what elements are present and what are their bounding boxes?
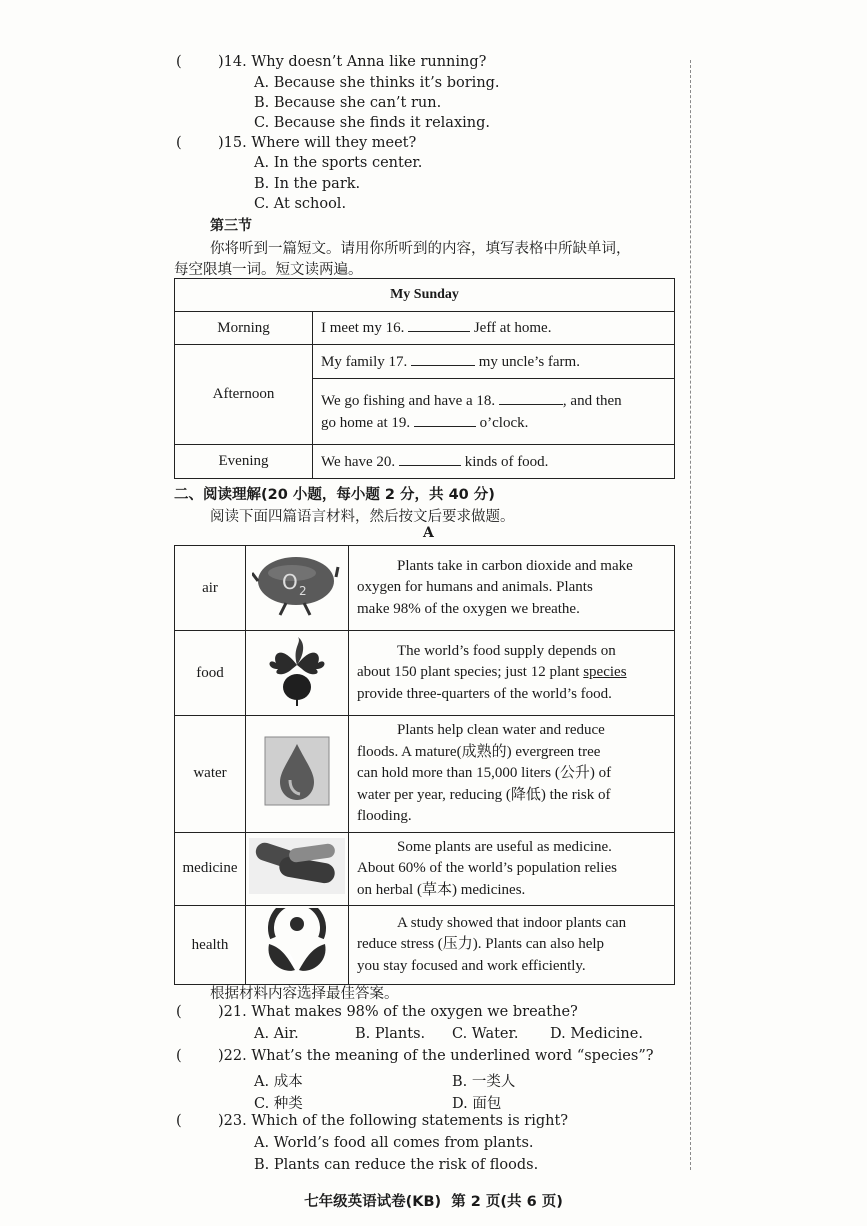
q22-option-b: B. 一类人 xyxy=(452,1074,516,1090)
row-category: medicine xyxy=(175,832,246,906)
afternoon2-text-pre: We go fishing and have a 18. xyxy=(321,392,496,409)
my-sunday-table xyxy=(174,278,675,479)
blank-16[interactable] xyxy=(408,319,470,332)
afternoon-cell-2 xyxy=(313,379,675,445)
afternoon2-line2-pre: go home at 19. xyxy=(321,414,411,431)
question-14-stem: )14. Why doesn’t Anna like running? xyxy=(218,54,487,70)
row-text xyxy=(349,546,675,631)
row-line: reduce stress (压力). Plants can also help xyxy=(357,936,605,953)
svg-text:2: 2 xyxy=(299,583,307,598)
section-3-instruction-2: 每空限填一词。短文读两遍。 xyxy=(174,262,363,278)
table-row xyxy=(175,631,675,716)
morning-text-pre: I meet my 16. xyxy=(321,320,405,336)
table-row xyxy=(175,906,675,985)
row-text xyxy=(349,716,675,833)
evening-text-pre: We have 20. xyxy=(321,453,396,470)
answer-paren-23[interactable]: ( xyxy=(176,1113,182,1129)
q21-option-d: D. Medicine. xyxy=(550,1026,643,1042)
row-line: can hold more than 15,000 liters (公升) of xyxy=(357,765,612,781)
q23-option-a: A. World’s food all comes from plants. xyxy=(254,1135,534,1151)
row-line: you stay focused and work efficiently. xyxy=(357,957,586,974)
q21-option-a: A. Air. xyxy=(254,1026,299,1042)
health-leaf-icon xyxy=(246,906,349,985)
row-line: The world’s food supply depends on xyxy=(397,642,616,659)
row-line: Plants take in carbon dioxide and make xyxy=(397,557,633,574)
pills-icon xyxy=(246,832,349,906)
reading-section-header: 二、阅读理解(20 小题，每小题 2 分，共 40 分) xyxy=(174,487,495,503)
svg-text:O: O xyxy=(282,569,298,594)
afternoon1-text-pre: My family 17. xyxy=(321,353,408,370)
afternoon2-line2-post: o’clock. xyxy=(479,414,529,431)
blank-20[interactable] xyxy=(399,453,461,466)
row-category: food xyxy=(175,631,246,716)
section-3-title: 第三节 xyxy=(210,218,252,234)
q14-option-a: A. Because she thinks it’s boring. xyxy=(254,75,500,91)
choose-instruction: 根据材料内容选择最佳答案。 xyxy=(210,986,399,1002)
morning-text-post: Jeff at home. xyxy=(473,320,552,336)
row-text xyxy=(349,906,675,985)
evening-label: Evening xyxy=(175,445,313,479)
q14-option-c: C. Because she finds it relaxing. xyxy=(254,115,490,131)
blank-18[interactable] xyxy=(499,392,563,405)
water-drop-icon xyxy=(246,716,349,833)
row-line: about 150 plant species; just 12 plant xyxy=(357,664,584,681)
row-line: on herbal (草本) medicines. xyxy=(357,881,526,898)
answer-paren-14[interactable]: ( xyxy=(176,54,182,70)
row-line: water per year, reducing (降低) the risk of xyxy=(357,786,611,803)
q14-option-b: B. Because she can’t run. xyxy=(254,95,442,111)
row-line: About 60% of the world’s population relies xyxy=(357,860,617,876)
row-category: health xyxy=(175,906,246,985)
morning-label: Morning xyxy=(175,312,313,345)
afternoon2-text-post: , and then xyxy=(562,392,622,409)
beet-icon xyxy=(246,631,349,716)
oxygen-icon xyxy=(246,546,349,631)
plants-table xyxy=(174,545,675,985)
row-line: A study showed that indoor plants can xyxy=(397,914,627,931)
q23-option-b: B. Plants can reduce the risk of floods. xyxy=(254,1157,539,1173)
q15-option-b: B. In the park. xyxy=(254,176,361,192)
reading-instruction: 阅读下面四篇语言材料，然后按文后要求做题。 xyxy=(210,509,515,525)
row-text xyxy=(349,832,675,906)
answer-paren-22[interactable]: ( xyxy=(176,1048,182,1064)
underlined-word-species: species xyxy=(583,664,627,681)
table-row xyxy=(175,716,675,833)
table-row xyxy=(175,832,675,906)
binding-margin-line xyxy=(690,60,691,1170)
afternoon-cell-1 xyxy=(313,345,675,379)
page-footer: 七年级英语试卷(KB) 第 2 页(共 6 页) xyxy=(304,1194,563,1210)
question-23-stem: )23. Which of the following statements is right? xyxy=(218,1113,569,1129)
question-15-stem: )15. Where will they meet? xyxy=(218,135,417,151)
answer-paren-21[interactable]: ( xyxy=(176,1004,182,1020)
row-line: provide three-quarters of the world’s food. xyxy=(357,685,612,702)
row-text xyxy=(349,631,675,716)
answer-paren-15[interactable]: ( xyxy=(176,135,182,151)
row-line: floods. A mature(成熟的) evergreen tree xyxy=(357,743,601,760)
q15-option-c: C. At school. xyxy=(254,196,347,212)
q15-option-a: A. In the sports center. xyxy=(254,155,423,171)
q22-option-a: A. 成本 xyxy=(254,1074,303,1090)
q22-option-d: D. 面包 xyxy=(452,1096,502,1112)
blank-17[interactable] xyxy=(411,353,475,366)
passage-label: A xyxy=(423,525,434,541)
question-22-stem: )22. What’s the meaning of the underlined word “species”? xyxy=(218,1048,654,1064)
table-row xyxy=(175,546,675,631)
q21-option-b: B. Plants. xyxy=(355,1026,426,1042)
section-3-instruction-1: 你将听到一篇短文。请用你所听到的内容，填写表格中所缺单词， xyxy=(210,241,631,257)
row-category: air xyxy=(175,546,246,631)
morning-cell xyxy=(313,312,675,345)
row-line: Some plants are useful as medicine. xyxy=(397,838,612,855)
row-category: water xyxy=(175,716,246,833)
evening-cell xyxy=(313,445,675,479)
q21-option-c: C. Water. xyxy=(452,1026,519,1042)
row-line: oxygen for humans and animals. Plants xyxy=(357,579,593,596)
row-line: Plants help clean water and reduce xyxy=(397,722,605,738)
afternoon1-text-post: my uncle’s farm. xyxy=(478,353,580,370)
row-line: make 98% of the oxygen we breathe. xyxy=(357,600,580,617)
question-21-stem: )21. What makes 98% of the oxygen we breathe? xyxy=(218,1004,578,1020)
table-title: My Sunday xyxy=(175,279,675,312)
q22-option-c: C. 种类 xyxy=(254,1096,303,1112)
afternoon-label: Afternoon xyxy=(175,345,313,445)
blank-19[interactable] xyxy=(414,414,476,427)
row-line: flooding. xyxy=(357,808,412,824)
evening-text-post: kinds of food. xyxy=(464,453,549,470)
